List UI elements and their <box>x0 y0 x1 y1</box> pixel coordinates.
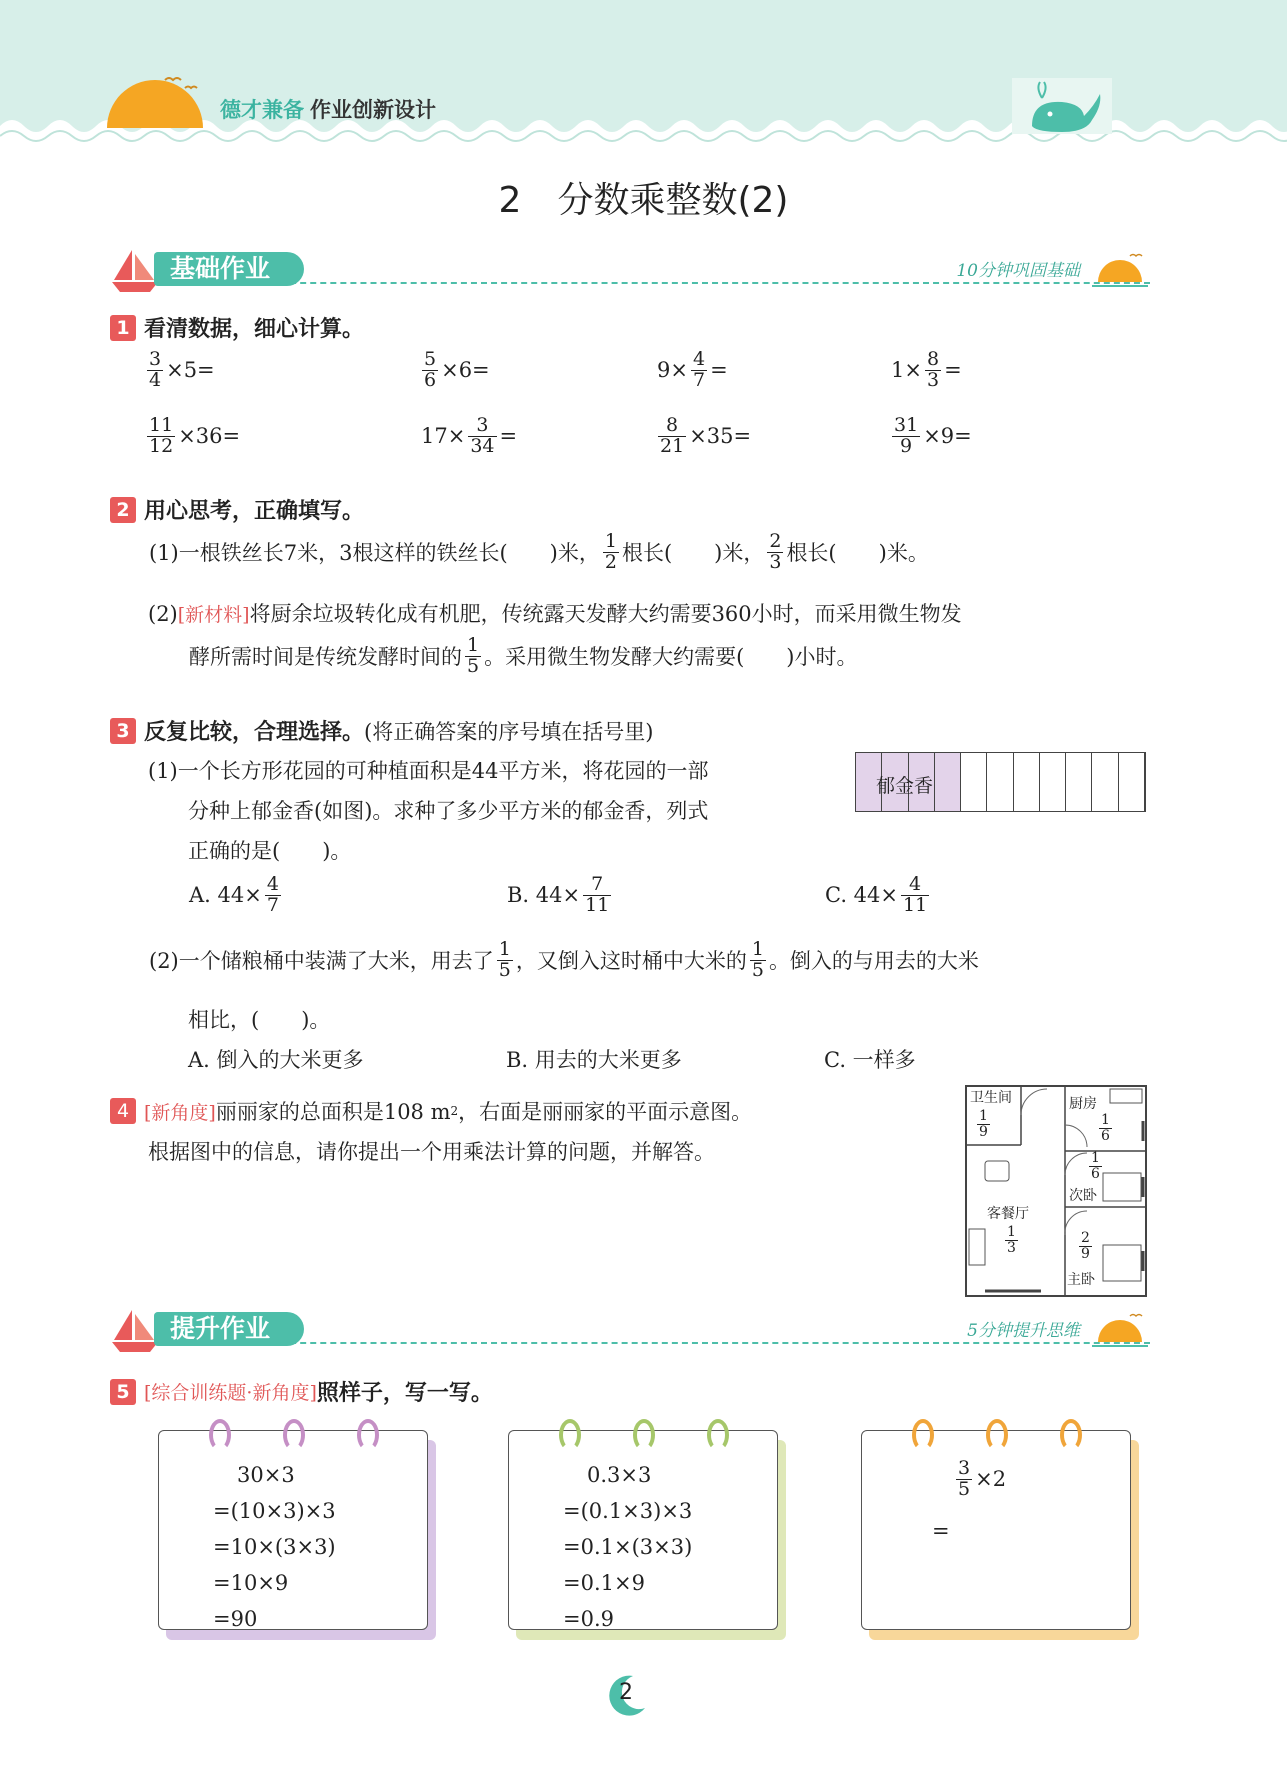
pad1-steps: 30×3 =(10×3)×3 =10×(3×3) =10×9 =90 <box>213 1463 336 1631</box>
notepad-exercise <box>861 1430 1139 1640</box>
ring-icon <box>1060 1419 1082 1451</box>
q2-part1: (1)一根铁丝长7米，3根这样的铁丝长( )米， $\frac{1}{2}$ 根长( )米， $\frac{2}{3}$ 根长( )米。 <box>149 530 929 573</box>
page-number: 2 <box>603 1672 649 1718</box>
q5-title: 照样子，写一写。 <box>316 1381 493 1406</box>
sailboat-icon <box>110 1306 160 1354</box>
sailboat-icon <box>110 246 160 294</box>
notepad-example-2 <box>508 1430 786 1640</box>
q3-option2-a: A. 倒入的大米更多 <box>188 1048 364 1072</box>
q3-p2-line1: (2)一个储粮桶中装满了大米，用去了 $\frac{1}{5}$ ，又倒入这时桶中大米的 $\frac{1}{5}$ 。倒入的与用去的大米 <box>149 938 979 981</box>
section-advanced-banner <box>110 1306 1150 1356</box>
q3-option-c: C. 44× $\frac{4}{11}$ <box>825 873 928 916</box>
q3-p2-line2: 相比，( )。 <box>188 1008 331 1032</box>
q3-option-a: A. 44× $\frac{4}{7}$ <box>189 873 279 916</box>
plan-second-fraction: 1 6 <box>1091 1150 1100 1182</box>
section-advanced-label: 提升作业 <box>154 1312 304 1346</box>
floor-plan-drawing <box>965 1085 1147 1297</box>
q1-expr-5: $\frac{11}{12}$ ×36= <box>149 414 241 457</box>
q3-title: 反复比较，合理选择。 <box>144 720 365 745</box>
plan-master-label: 主卧 <box>1067 1272 1095 1288</box>
grid-cell <box>1119 753 1145 811</box>
whale-icon <box>1012 76 1112 136</box>
q2-header <box>110 494 364 525</box>
ring-icon <box>283 1419 305 1451</box>
page-title: 2 分数乘整数(2) <box>498 180 789 221</box>
q1-expr-1: $\frac{3}{4}$ ×5= <box>149 348 215 391</box>
plan-second-label: 次卧 <box>1069 1188 1097 1204</box>
q1-expr-6: 17× $\frac{3}{34}$ = <box>421 414 518 457</box>
section-basic-note: 10分钟巩固基础 <box>956 261 1080 281</box>
ring-icon <box>986 1419 1008 1451</box>
ring-icon <box>912 1419 934 1451</box>
q3-option2-c: C. 一样多 <box>824 1048 916 1072</box>
grid-cell <box>1040 753 1066 811</box>
ring-icon <box>707 1419 729 1451</box>
grid-cell <box>961 753 987 811</box>
tulip-grid <box>855 752 1146 812</box>
notepad-example-1 <box>158 1430 436 1640</box>
q2-part2-line1: (2)[新材料]将厨余垃圾转化成有机肥，传统露天发酵大约需要360小时，而采用微生物发 <box>148 602 962 626</box>
plan-living-fraction: 1 3 <box>1007 1224 1016 1256</box>
plan-kitchen-fraction: 1 6 <box>1101 1112 1110 1144</box>
q5-tag: [综合训练题·新角度] <box>144 1382 317 1404</box>
q3-header <box>110 715 653 746</box>
grid-cell-shaded <box>935 753 961 811</box>
q3-option-b: B. 44× $\frac{7}{11}$ <box>507 873 610 916</box>
ring-icon <box>357 1419 379 1451</box>
pad3-equals: = <box>932 1519 950 1543</box>
q3-p1-line1: (1)一个长方形花园的可种植面积是44平方米，将花园的一部 <box>148 759 709 783</box>
brand-title <box>220 94 436 124</box>
grid-cell <box>1092 753 1118 811</box>
mini-sun-icon <box>1090 1308 1150 1352</box>
grid-cell <box>1014 753 1040 811</box>
q2-part2-line2: 酵所需时间是传统发酵时间的 $\frac{1}{5}$ 。采用微生物发酵大约需要( )小时。 <box>189 634 858 677</box>
ring-icon <box>209 1419 231 1451</box>
section-basic-label: 基础作业 <box>154 252 304 286</box>
brand-dark: 作业创新设计 <box>310 98 436 122</box>
section-basic-banner <box>110 246 1150 296</box>
ring-icon <box>559 1419 581 1451</box>
q4-line1: 4 [新角度] 丽丽家的总面积是108 m 2 ，右面是丽丽家的平面示意图。 <box>110 1096 752 1126</box>
q1-expr-3: 9× $\frac{4}{7}$ = <box>657 348 728 391</box>
grid-cell <box>987 753 1013 811</box>
q1-expr-8: $\frac{31}{9}$ ×9= <box>894 414 972 457</box>
plan-master-fraction: 2 9 <box>1081 1230 1090 1262</box>
sun-icon <box>105 70 205 130</box>
brand-green: 德才兼备 <box>220 98 304 122</box>
grid-label: 郁金香 <box>876 775 934 797</box>
q3-title-note: (将正确答案的序号填在括号里) <box>364 719 654 744</box>
q1-number: 1 <box>110 315 136 341</box>
pad2-steps: 0.3×3 =(0.1×3)×3 =0.1×(3×3) =0.1×9 =0.9 <box>563 1463 693 1631</box>
pad3-expression: $\frac{3}{5}$ ×2 <box>958 1457 1007 1500</box>
section-advanced-note: 5分钟提升思维 <box>967 1321 1080 1341</box>
section-divider <box>260 1342 1150 1344</box>
page-header <box>0 0 1287 150</box>
q4-line2: 根据图中的信息，请你提出一个用乘法计算的问题，并解答。 <box>148 1140 715 1164</box>
q2-tag: [新材料] <box>177 604 250 626</box>
q5-number: 5 <box>110 1379 136 1405</box>
q1-expr-7: $\frac{8}{21}$ ×35= <box>660 414 752 457</box>
plan-bathroom-label: 卫生间 <box>970 1090 1012 1106</box>
q2-number: 2 <box>110 497 136 523</box>
plan-living-label: 客餐厅 <box>987 1206 1029 1222</box>
plan-kitchen-label: 厨房 <box>1069 1096 1097 1112</box>
q4-tag: [新角度] <box>144 1101 216 1124</box>
ring-icon <box>633 1419 655 1451</box>
q3-option2-b: B. 用去的大米更多 <box>506 1048 682 1072</box>
grid-cell <box>1066 753 1092 811</box>
mini-sun-icon <box>1090 248 1150 292</box>
q3-p1-line2: 分种上郁金香(如图)。求种了多少平方米的郁金香，列式 <box>188 799 709 823</box>
q1-expr-2: $\frac{5}{6}$ ×6= <box>424 348 490 391</box>
q1-expr-4: 1× $\frac{8}{3}$ = <box>891 348 962 391</box>
plan-bathroom-fraction: 1 9 <box>979 1108 988 1140</box>
section-divider <box>260 282 1150 284</box>
q4-number: 4 <box>110 1098 136 1124</box>
q3-p1-line3: 正确的是( )。 <box>188 839 352 863</box>
q3-number: 3 <box>110 718 136 744</box>
q1-title: 看清数据，细心计算。 <box>144 317 365 342</box>
q5-header <box>110 1376 493 1407</box>
q1-header <box>110 312 364 343</box>
q2-title: 用心思考，正确填写。 <box>144 499 365 524</box>
